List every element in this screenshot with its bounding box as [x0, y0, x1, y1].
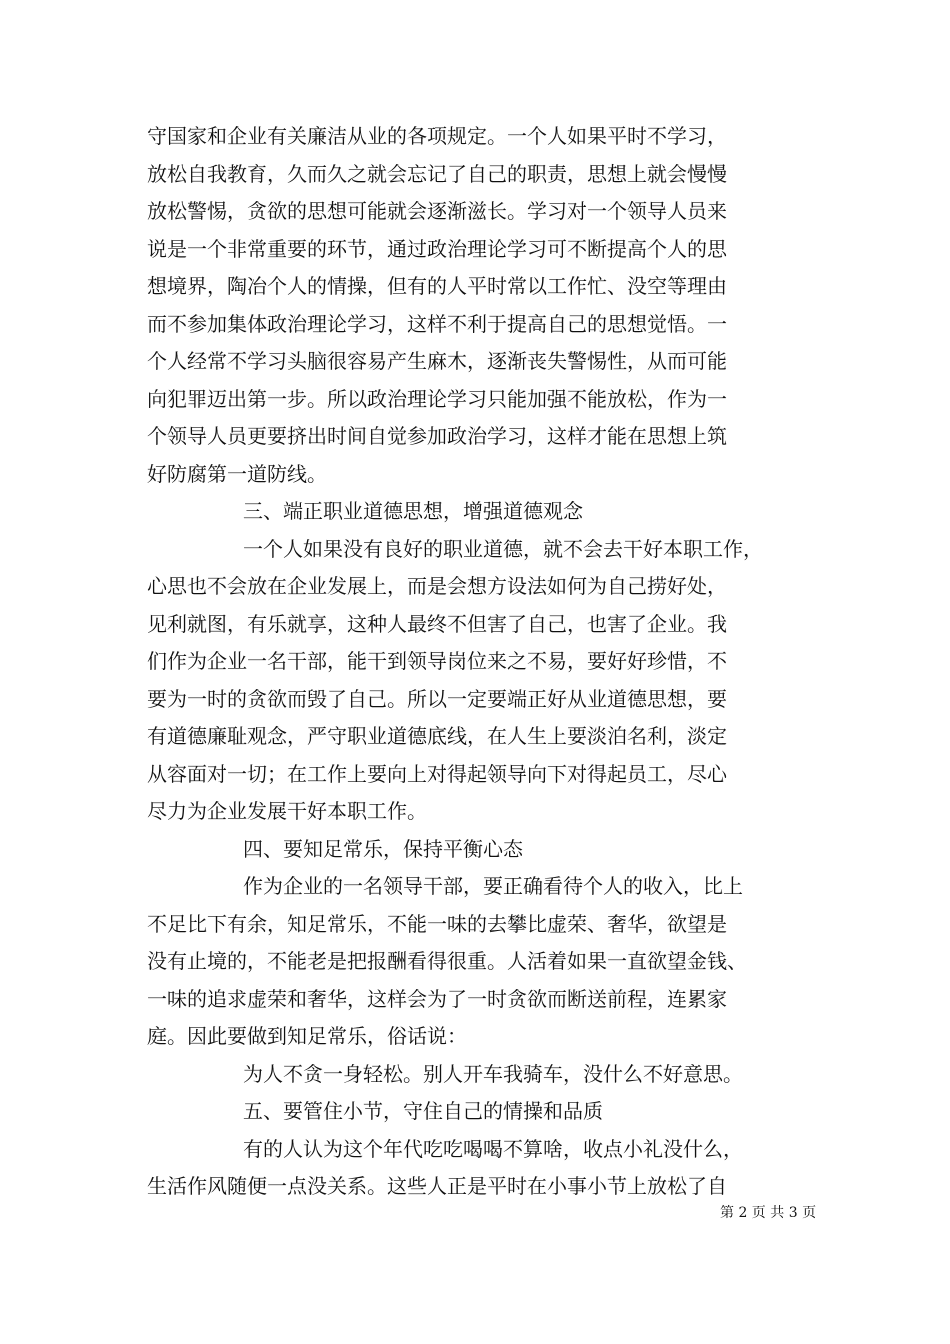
- text-line: 心思也不会放在企业发展上，而是会想方设法如何为自己捞好处，: [147, 574, 727, 598]
- quote-line: 为人不贪一身轻松。别人开车我骑车，没什么不好意思。: [243, 1061, 743, 1086]
- section-heading: 五、要管住小节，守住自己的情操和品质: [243, 1099, 603, 1123]
- document-body: [147, 118, 827, 1206]
- text-line: 尽力为企业发展干好本职工作。: [147, 799, 427, 823]
- text-line: 一味的追求虚荣和奢华，这样会为了一时贪欲而断送前程，连累家: [147, 986, 727, 1011]
- text-line: 有的人认为这个年代吃吃喝喝不算啥，收点小礼没什么，: [243, 1136, 743, 1161]
- text-line: 放松自我教育，久而久之就会忘记了自己的职责，思想上就会慢慢: [147, 161, 727, 186]
- text-line: 一个人如果没有良好的职业道德，就不会去干好本职工作，: [243, 536, 763, 561]
- text-line: 有道德廉耻观念，严守职业道德底线，在人生上要淡泊名利，淡定: [147, 724, 727, 748]
- text-line: 个人经常不学习头脑很容易产生麻木，逐渐丧失警惕性，从而可能: [147, 349, 727, 373]
- text-line: 向犯罪迈出第一步。所以政治理论学习只能加强不能放松，作为一: [147, 386, 727, 411]
- text-line: 放松警惕，贪欲的思想可能就会逐渐滋长。学习对一个领导人员来: [147, 199, 727, 223]
- text-line: 说是一个非常重要的环节，通过政治理论学习可不断提高个人的思: [147, 236, 727, 261]
- text-line: 没有止境的，不能老是把报酬看得很重。人活着如果一直欲望金钱、: [147, 949, 747, 973]
- text-line: 庭。因此要做到知足常乐，俗话说：: [147, 1024, 467, 1048]
- text-line: 见利就图，有乐就享，这种人最终不但害了自己，也害了企业。我: [147, 611, 727, 636]
- text-line: 作为企业的一名领导干部，要正确看待个人的收入，比上: [243, 874, 743, 898]
- text-line: 想境界，陶冶个人的情操，但有的人平时常以工作忙、没空等理由: [147, 274, 727, 298]
- text-line: 个领导人员更要挤出时间自觉参加政治学习，这样才能在思想上筑: [147, 424, 727, 448]
- section-heading: 四、要知足常乐，保持平衡心态: [243, 836, 523, 861]
- text-line: 而不参加集体政治理论学习，这样不利于提高自己的思想觉悟。一: [147, 311, 727, 336]
- text-line: 从容面对一切；在工作上要向上对得起领导向下对得起员工，尽心: [147, 761, 727, 786]
- text-line: 好防腐第一道防线。: [147, 461, 327, 486]
- page-number: 第 2 页 共 3 页: [720, 1205, 817, 1221]
- text-line: 不足比下有余，知足常乐，不能一味的去攀比虚荣、奢华，欲望是: [147, 911, 727, 936]
- text-line: 们作为企业一名干部，能干到领导岗位来之不易，要好好珍惜，不: [147, 649, 727, 673]
- text-line: 生活作风随便一点没关系。这些人正是平时在小事小节上放松了自: [147, 1174, 727, 1198]
- section-heading: 三、端正职业道德思想，增强道德观念: [243, 499, 583, 523]
- text-line: 守国家和企业有关廉洁从业的各项规定。一个人如果平时不学习，: [147, 124, 727, 148]
- text-line: 要为一时的贪欲而毁了自己。所以一定要端正好从业道德思想，要: [147, 686, 727, 711]
